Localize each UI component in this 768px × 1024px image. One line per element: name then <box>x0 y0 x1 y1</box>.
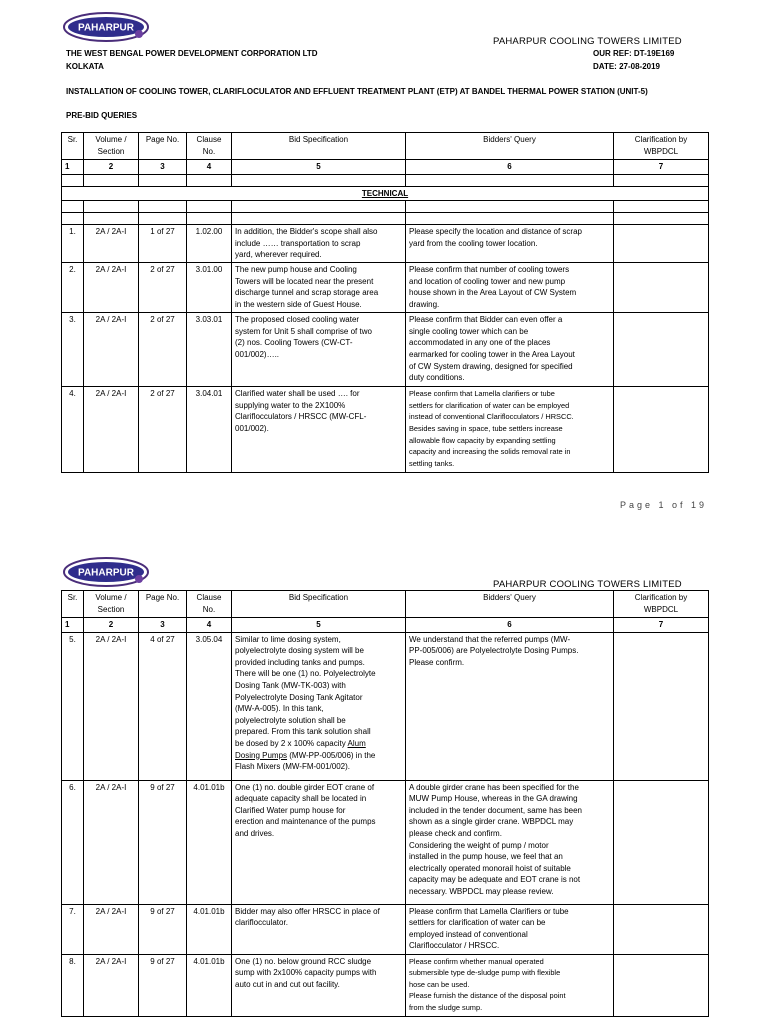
row-spec <box>232 780 406 904</box>
spec-line: discharge tunnel and scrap storage area <box>235 288 379 298</box>
row-volume: 2A / 2A-I <box>84 780 139 904</box>
row-query <box>406 780 614 904</box>
row-clarification <box>614 632 709 780</box>
query-line: included in the tender document, same has been <box>409 805 583 815</box>
query-line: yard from the cooling tower location. <box>409 238 538 248</box>
spec-line: yard, wherever required. <box>235 250 322 260</box>
row-page: 2 of 27 <box>139 313 187 387</box>
col-clarification <box>614 133 709 160</box>
query-line: Please confirm that Bidder can even offer a <box>409 315 563 325</box>
row-clause: 3.01.00 <box>187 263 232 313</box>
row-volume: 2A / 2A-I <box>84 954 139 1016</box>
row-page: 1 of 27 <box>139 225 187 263</box>
col-volume <box>84 591 139 618</box>
col-clarification <box>614 591 709 618</box>
table-row <box>62 263 709 313</box>
col-number: 5 <box>232 160 406 175</box>
query-line: capacity and increasing the solids removal rate in <box>409 447 571 457</box>
client-name: THE WEST BENGAL POWER DEVELOPMENT CORPORATION LTD <box>66 49 318 58</box>
col-number: 1 <box>62 618 84 633</box>
spec-line: be dosed by 2 x 100% capacity <box>235 738 348 748</box>
col-clause-line1: Clause <box>196 593 222 602</box>
query-line: capacity may be adequate and EOT crane is not <box>409 875 581 885</box>
col-number: 5 <box>232 618 406 633</box>
col-number: 3 <box>139 618 187 633</box>
row-clarification <box>614 780 709 904</box>
spec-line: 001/002)….. <box>235 349 280 359</box>
row-spec <box>232 904 406 954</box>
query-line: We understand that the referred pumps (MW- <box>409 634 571 644</box>
table-row <box>62 954 709 1016</box>
col-number: 3 <box>139 160 187 175</box>
query-line: submersible type de-sludge pump with flexible <box>409 968 561 978</box>
row-volume: 2A / 2A-I <box>84 313 139 387</box>
spec-line: Polyelectrolyte Dosing Tank Agitator <box>235 692 363 702</box>
col-number: 7 <box>614 618 709 633</box>
query-line: electrically operated monorail hoist of suitable <box>409 863 571 873</box>
our-reference: OUR REF: DT-19E169 <box>593 49 675 58</box>
spec-line: system for Unit 5 shall comprise of two <box>235 326 372 336</box>
query-line: Please confirm whether manual operated <box>409 956 544 966</box>
query-line: PP-005/006) are Polyelectrolyte Dosing Pumps. <box>409 646 579 656</box>
table-row <box>62 225 709 263</box>
section-row <box>62 186 709 201</box>
col-sr: Sr. <box>62 591 84 618</box>
row-clause: 4.01.01b <box>187 780 232 904</box>
col-volume-line2: Section <box>97 146 125 156</box>
col-number: 6 <box>406 160 614 175</box>
col-query: Bidders' Query <box>406 591 614 618</box>
row-sr: 7. <box>62 904 84 954</box>
document-date: DATE: 27-08-2019 <box>593 62 660 71</box>
col-clar-line2: WBPDCL <box>643 146 679 156</box>
col-page: Page No. <box>139 591 187 618</box>
table-row <box>62 313 709 387</box>
spec-line: (MW-A-005). In this tank, <box>235 704 324 714</box>
table-row <box>62 780 709 904</box>
spec-line: adequate capacity shall be located in <box>235 794 367 804</box>
project-title: INSTALLATION OF COOLING TOWER, CLARIFLOCULATOR AND EFFLUENT TREATMENT PLANT (ETP) AT BANDEL THERMAL POWER STATION (UNIT-5) <box>66 87 648 96</box>
query-line: Please confirm. <box>409 657 465 667</box>
query-line: earmarked for cooling tower in the Area Layout <box>409 349 575 359</box>
row-sr: 6. <box>62 780 84 904</box>
row-clause: 3.05.04 <box>187 632 232 780</box>
query-line: Clariflocculator / HRSCC. <box>409 941 500 951</box>
spec-line: polyelectrolyte dosing system will be <box>235 646 364 656</box>
query-line: Please furnish the distance of the disposal point <box>409 991 566 1001</box>
row-clause: 4.01.01b <box>187 954 232 1016</box>
query-line: house shown in the Area Layout of CW System <box>409 288 577 298</box>
spec-line: prepared. From this tank solution shall <box>235 727 371 737</box>
spec-line: In addition, the Bidder's scope shall also <box>235 227 378 237</box>
spec-underlined-text: Dosing Pumps <box>235 750 288 760</box>
row-spec <box>232 313 406 387</box>
query-line: shown as a single girder crane. WBPDCL may <box>409 817 574 827</box>
col-clar-line2: WBPDCL <box>643 604 679 614</box>
col-clause <box>187 133 232 160</box>
spec-line: Dosing Tank (MW-TK-003) with <box>235 680 346 690</box>
col-number: 1 <box>62 160 84 175</box>
query-line: Please confirm that Lamella Clarifiers or tube <box>409 906 569 916</box>
spec-line: Towers will be located near the present <box>235 276 374 286</box>
query-line: drawing. <box>409 299 440 309</box>
query-line: please check and confirm. <box>409 828 502 838</box>
col-page: Page No. <box>139 133 187 160</box>
spec-line: Clarified Water pump house for <box>235 805 346 815</box>
col-volume-line1: Volume / <box>95 135 127 144</box>
col-sr: Sr. <box>62 133 84 160</box>
row-clause: 4.01.01b <box>187 904 232 954</box>
column-number-row <box>62 160 709 175</box>
row-sr: 1. <box>62 225 84 263</box>
spec-line: supplying water to the 2X100% <box>235 400 346 410</box>
column-number-row <box>62 618 709 633</box>
row-clause: 3.04.01 <box>187 387 232 473</box>
spec-line: and drives. <box>235 828 275 838</box>
query-line: installed in the pump house, we feel that an <box>409 852 563 862</box>
row-clause: 1.02.00 <box>187 225 232 263</box>
col-spec: Bid Specification <box>232 591 406 618</box>
query-line: Please confirm that number of cooling towers <box>409 265 570 275</box>
query-line: MUW Pump House, whereas in the GA drawing <box>409 794 578 804</box>
blank-row <box>62 174 709 186</box>
row-page: 4 of 27 <box>139 632 187 780</box>
row-clarification <box>614 225 709 263</box>
spec-line: Clarified water shall be used …. for <box>235 389 360 399</box>
spec-line: in the western side of Guest House. <box>235 299 362 309</box>
company-name: PAHARPUR COOLING TOWERS LIMITED <box>493 579 682 590</box>
row-clause: 3.03.01 <box>187 313 232 387</box>
col-clause-line2: No. <box>202 604 216 614</box>
row-volume: 2A / 2A-I <box>84 632 139 780</box>
row-query <box>406 387 614 473</box>
queries-table-page-2 <box>61 590 709 1017</box>
col-volume <box>84 133 139 160</box>
col-number: 2 <box>84 618 139 633</box>
query-line: Please confirm that Lamella clarifiers or tube <box>409 389 555 399</box>
query-line: single cooling tower which can be <box>409 326 529 336</box>
col-clause-line2: No. <box>202 146 216 156</box>
row-spec <box>232 632 406 780</box>
query-line: and location of cooling tower and new pump <box>409 276 566 286</box>
spec-line: include …… transportation to scrap <box>235 238 361 248</box>
query-line: instead of conventional Clariflocculators / HRSCC. <box>409 412 574 422</box>
query-line: employed instead of conventional <box>409 929 528 939</box>
document-title: PRE-BID QUERIES <box>66 111 138 120</box>
spec-underlined-text: Alum <box>347 738 366 748</box>
paharpur-logo <box>63 12 149 42</box>
col-number: 4 <box>187 618 232 633</box>
col-volume-line2: Section <box>97 604 125 614</box>
table-row <box>62 387 709 473</box>
col-clause <box>187 591 232 618</box>
page-number-footer: Page 1 of 19 <box>620 500 708 510</box>
col-spec: Bid Specification <box>232 133 406 160</box>
row-page: 9 of 27 <box>139 954 187 1016</box>
row-spec <box>232 225 406 263</box>
col-volume-line1: Volume / <box>95 593 127 602</box>
spec-line: One (1) no. double girder EOT crane of <box>235 782 375 792</box>
row-volume: 2A / 2A-I <box>84 225 139 263</box>
company-name: PAHARPUR COOLING TOWERS LIMITED <box>493 36 682 47</box>
table-row <box>62 632 709 780</box>
row-volume: 2A / 2A-I <box>84 904 139 954</box>
spec-line: Clariflocculators / HRSCC (MW-CFL- <box>235 412 367 422</box>
row-spec <box>232 954 406 1016</box>
queries-table-page-1 <box>61 132 709 473</box>
spec-line: 001/002). <box>235 423 269 433</box>
spec-line: (2) nos. Cooling Towers (CW-CT- <box>235 338 353 348</box>
query-line: Please specify the location and distance of scrap <box>409 227 582 237</box>
section-technical: TECHNICAL <box>62 186 709 201</box>
blank-row <box>62 213 709 225</box>
row-sr: 8. <box>62 954 84 1016</box>
row-clarification <box>614 313 709 387</box>
spec-line: There will be one (1) no. Polyelectrolyte <box>235 669 376 679</box>
query-line: allowable flow capacity by expanding settling <box>409 435 556 445</box>
spec-line: (MW-PP-005/006) in the <box>287 750 376 760</box>
query-line: hose can be used. <box>409 979 470 989</box>
row-sr: 4. <box>62 387 84 473</box>
row-query <box>406 954 614 1016</box>
row-query <box>406 904 614 954</box>
row-sr: 2. <box>62 263 84 313</box>
table-row <box>62 904 709 954</box>
row-sr: 3. <box>62 313 84 387</box>
blank-row <box>62 201 709 213</box>
client-city: KOLKATA <box>66 62 104 71</box>
col-clause-line1: Clause <box>196 135 222 144</box>
query-line: duty conditions. <box>409 373 465 383</box>
query-line: settlers for clarification of water can be employed <box>409 400 570 410</box>
row-clarification <box>614 263 709 313</box>
spec-line: The proposed closed cooling water <box>235 315 360 325</box>
row-volume: 2A / 2A-I <box>84 387 139 473</box>
logo-text: PAHARPUR <box>78 567 134 579</box>
query-line: accommodated in any one of the places <box>409 338 551 348</box>
row-page: 9 of 27 <box>139 780 187 904</box>
logo-text: PAHARPUR <box>78 22 134 34</box>
row-page: 9 of 27 <box>139 904 187 954</box>
col-number: 7 <box>614 160 709 175</box>
query-line: necessary. WBPDCL may please review. <box>409 886 554 896</box>
col-number: 4 <box>187 160 232 175</box>
col-number: 6 <box>406 618 614 633</box>
spec-line: sump with 2x100% capacity pumps with <box>235 968 377 978</box>
table-header-row <box>62 591 709 618</box>
row-page: 2 of 27 <box>139 387 187 473</box>
spec-line: provided including tanks and pumps. <box>235 657 365 667</box>
row-clarification <box>614 387 709 473</box>
row-spec <box>232 263 406 313</box>
row-query <box>406 632 614 780</box>
row-query <box>406 263 614 313</box>
query-line: A double girder crane has been specified for the <box>409 782 579 792</box>
spec-line: The new pump house and Cooling <box>235 265 357 275</box>
paharpur-logo <box>63 557 149 587</box>
spec-line: Flash Mixers (MW-FM-001/002). <box>235 762 350 772</box>
spec-line: Bidder may also offer HRSCC in place of <box>235 906 380 916</box>
spec-line: auto cut in and cut out facility. <box>235 979 340 989</box>
query-line: from the sludge sump. <box>409 1002 483 1012</box>
spec-line: erection and maintenance of the pumps <box>235 817 376 827</box>
table-header-row <box>62 133 709 160</box>
spec-line: clariflocculator. <box>235 918 288 928</box>
col-query: Bidders' Query <box>406 133 614 160</box>
spec-line: polyelectrolyte solution shall be <box>235 715 346 725</box>
spec-line: Similar to lime dosing system, <box>235 634 341 644</box>
query-line: Besides saving in space, tube settlers increase <box>409 423 563 433</box>
col-clar-line1: Clarification by <box>634 135 688 144</box>
row-spec <box>232 387 406 473</box>
row-sr: 5. <box>62 632 84 780</box>
query-line: Considering the weight of pump / motor <box>409 840 549 850</box>
row-page: 2 of 27 <box>139 263 187 313</box>
col-number: 2 <box>84 160 139 175</box>
query-line: settlers for clarification of water can be <box>409 918 546 928</box>
row-volume: 2A / 2A-I <box>84 263 139 313</box>
query-line: settling tanks. <box>409 458 455 468</box>
spec-line: One (1) no. below ground RCC sludge <box>235 956 372 966</box>
row-clarification <box>614 954 709 1016</box>
row-clarification <box>614 904 709 954</box>
col-clar-line1: Clarification by <box>634 593 688 602</box>
row-query <box>406 225 614 263</box>
row-query <box>406 313 614 387</box>
query-line: of CW System drawing, designed for specified <box>409 361 573 371</box>
